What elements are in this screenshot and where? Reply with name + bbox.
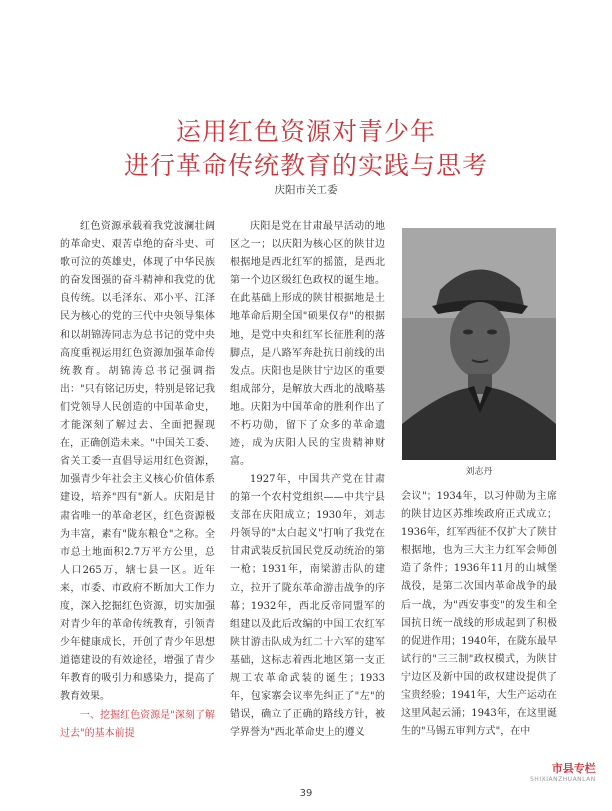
section-heading: 一、挖掘红色资源是"深刻了解过去"的基本前提 <box>60 709 215 739</box>
text-column-2 <box>230 218 385 471</box>
portrait-photo <box>402 228 556 460</box>
text-column-2-lower <box>230 471 385 742</box>
section-logo-text: 市县专栏 <box>551 762 596 775</box>
paragraph: 1927年，中国共产党在甘肃的第一个农村党组织——中共宁县支部在庆阳成立；1930年，刘志丹领导的"太白起义"打响了我党在甘肃武装反抗国民党反动统治的第一枪；1931年，南梁游击队的建立，拉开了陇东革命游击战争的序幕；1932年，西北反帝同盟军的组建以及此后改编的中国工农红军陕甘游击队成为红二十六军的建军基础，这标志着西北地区第一支正规工农革命武装的诞生；1933年，包家寨会议率先纠正了"左"的错误，确立了正确的路线方针，被学界誉为"西北革命史上的遵义 <box>230 474 385 739</box>
section-logo <box>530 760 596 783</box>
portrait-figure-icon <box>402 228 556 460</box>
page-number: 39 <box>299 788 313 799</box>
paragraph: 红色资源承载着我党波澜壮阔的革命史、艰苦卓绝的奋斗史、可歌可泣的英雄史，体现了中华民族的奋发图强的奋斗精神和我党的优良传统。以毛泽东、邓小平、江泽民为核心的党的三代中央领导集体和以胡锦涛同志为总书记的党中央高度重视运用红色资源加强革命传统教育。胡锦涛总书记强调指出："只有铭记历史，特别是铭记我们党领导人民创造的中国革命史，才能深刻了解过去、全面把握现在，正确创造未来。"中国关工委、省关工委一直倡导运用红色资源，加强青少年社会主义核心价值体系建设，培养"四有"新人。庆阳是甘肃省唯一的革命老区，红色资源极为丰富，素有"陇东粮仓"之称。全市总土地面积2.7万平方公里，总人口265万，辖七县一区。近年来，市委、市政府不断加大工作力度，深入挖掘红色资源，切实加强对青少年的革命传统教育，引领青少年健康成长，开创了青少年思想道德建设的有效途径，增强了青少年教育的吸引力和感染力，提高了教育效果。 <box>60 221 215 703</box>
text-column-1 <box>60 218 215 743</box>
paragraph: 庆阳是党在甘肃最早活动的地区之一；以庆阳为核心区的陕甘边根据地是西北红军的摇篮，是西北第一个边区级红色政权的诞生地。在此基础上形成的陕甘根据地是土地革命后期全国"硕果仅存"的根据地，是党中央和红军长征胜利的落脚点，是八路军奔赴抗日前线的出发点。庆阳也是陕甘宁边区的重要组成部分，是解放大西北的战略基地。庆阳为中国革命的胜利作出了不朽功勋，留下了众多的革命遗迹，成为庆阳人民的宝贵精神财富。 <box>230 221 385 468</box>
article-title-line-1: 运用红色资源对青少年 <box>175 117 436 146</box>
article-author: 庆阳市关工委 <box>274 184 338 196</box>
section-logo-pinyin: SHIXIANZHUANLAN <box>530 776 596 783</box>
paragraph: 会议"；1934年，以习仲勋为主席的陕甘边区苏维埃政府正式成立；1936年，红军西征不仅扩大了陕甘根据地，也为三大主力红军会师创造了条件；1936年11月的山城堡战役，是第二次国内革命战争的最后一战，为"西安事变"的发生和全国抗日统一战线的形成起到了积极的促进作用；1940年，在陇东最早试行的"三三制"政权模式，为陕甘宁边区及新中国的政权建设提供了宝贵经验；1941年，大生产运动在这里风起云涌；1943年，在这里诞生的"马锡五审判方式"，在中 <box>401 491 557 738</box>
text-column-3 <box>401 488 557 741</box>
photo-caption: 刘志丹 <box>465 467 493 477</box>
article-title-line-2: 进行革命传统教育的实践与思考 <box>123 151 488 180</box>
